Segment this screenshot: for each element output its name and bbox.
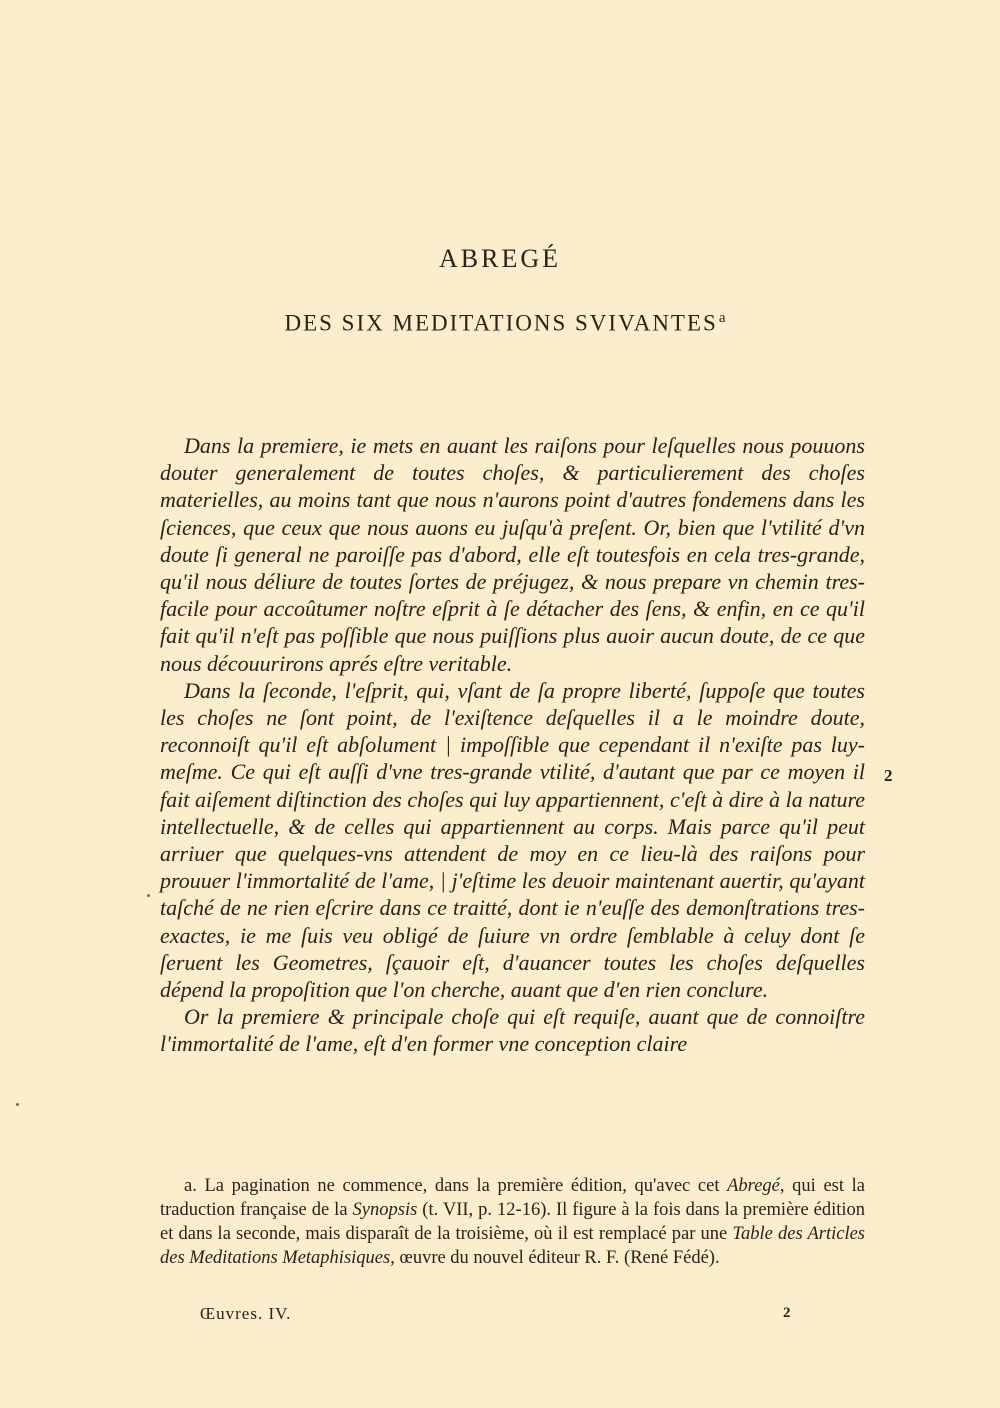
page-title: ABREGÉ xyxy=(439,244,561,273)
paragraph-first-meditation: Dans la premiere, ie mets en auant les raiſons pour leſquelles nous pouuons douter generalement de toutes choſes, & particulierement des choſes materielles, au moins tant que nous n'aurons point d'autres fondemens dans les ſciences, que ceux que nous auons eu juſqu'à preſent. Or, bien que l'vtilité d'vn doute ſi general ne paroiſſe pas d'abord, elle eſt toutesfois en cela tres-grande, qu'il nous déliure de toutes ſortes de préjugez, & nous prepare vn chemin tres-facile pour accoûtumer noſtre eſprit à ſe détacher des ſens, & enfin, en ce qu'il fait qu'il n'eſt pas poſſible que nous puiſſions plus auoir aucun doute, de ce que nous découurirons aprés eſtre veritable. xyxy=(160,433,865,676)
footnote-text: La pagination ne commence, dans la première édition, qu'avec cet xyxy=(204,1176,720,1196)
subtitle-text: DES SIX MEDITATIONS SVIVANTES xyxy=(284,310,718,336)
paragraph-second-meditation: Dans la ſeconde, l'eſprit, qui, vſant de ſa propre liberté, ſuppoſe que toutes les choſes ne ſont point, de l'exiſtence deſquelles il a le moindre doute, reconnoiſt qu'il eſt abſolument | impoſſible que cependant il n'exiſte pas luy-meſme. Ce qui eſt auſſi d'vne tres-grande vtilité, d'autant que par ce moyen il fait aiſement diſtinction des choſes qui luy appartiennent, c'eſt à dire à la nature intellectuelle, & de celles qui appartiennent au corps. Mais parce qu'il peut arriuer que quelques-vns attendent de moy en ce lieu-là des raiſons pour prouuer l'immortalité de l'ame, | j'eſtime les deuoir maintenant auertir, qu'ayant taſché de ne rien eſcrire dans ce traitté, dont ie n'euſſe des demonſtrations tres-exactes, ie me ſuis veu obligé de ſuiure vn ordre ſemblable à celuy dont ſe ſeruent les Geometres, ſçauoir eſt, d'auancer toutes les choſes deſquelles dépend la propoſition que l'on cherche, auant que d'en rien conclure. xyxy=(160,677,865,1003)
footnote-abrege: Abregé xyxy=(727,1176,780,1196)
stray-mark xyxy=(16,1103,19,1106)
margin-page-number: 2 xyxy=(884,766,893,785)
footnote-table-title: Table des Articles des Meditations Metaphisiques xyxy=(160,1224,866,1268)
page-subtitle xyxy=(0,310,1000,337)
footnote-text: , qui est la traduction française de la xyxy=(160,1176,865,1220)
footnote-synopsis: Synopsis xyxy=(352,1200,418,1220)
stray-mark xyxy=(147,894,150,897)
footnote-label: a. xyxy=(184,1176,197,1196)
footnote-text: (t. VII, p. 12-16). Il figure à la fois dans la première édition et dans la seconde, mais disparaît de la troisième, où il est remplacé par une xyxy=(160,1200,866,1244)
footnote-reference-mark: a xyxy=(718,310,728,326)
footer-volume: Œuvres. IV. xyxy=(200,1304,292,1323)
footnote xyxy=(160,1174,865,1270)
main-text xyxy=(160,432,865,1058)
footer-signature-number: 2 xyxy=(783,1305,791,1321)
footnote-text: , œuvre du nouvel éditeur R. F. (René Fédé). xyxy=(390,1248,720,1268)
paragraph-immortality: Or la premiere & principale choſe qui eſt requiſe, auant que de connoiſtre l'immortalité de l'ame, eſt d'en former vne conception claire xyxy=(160,1004,865,1057)
